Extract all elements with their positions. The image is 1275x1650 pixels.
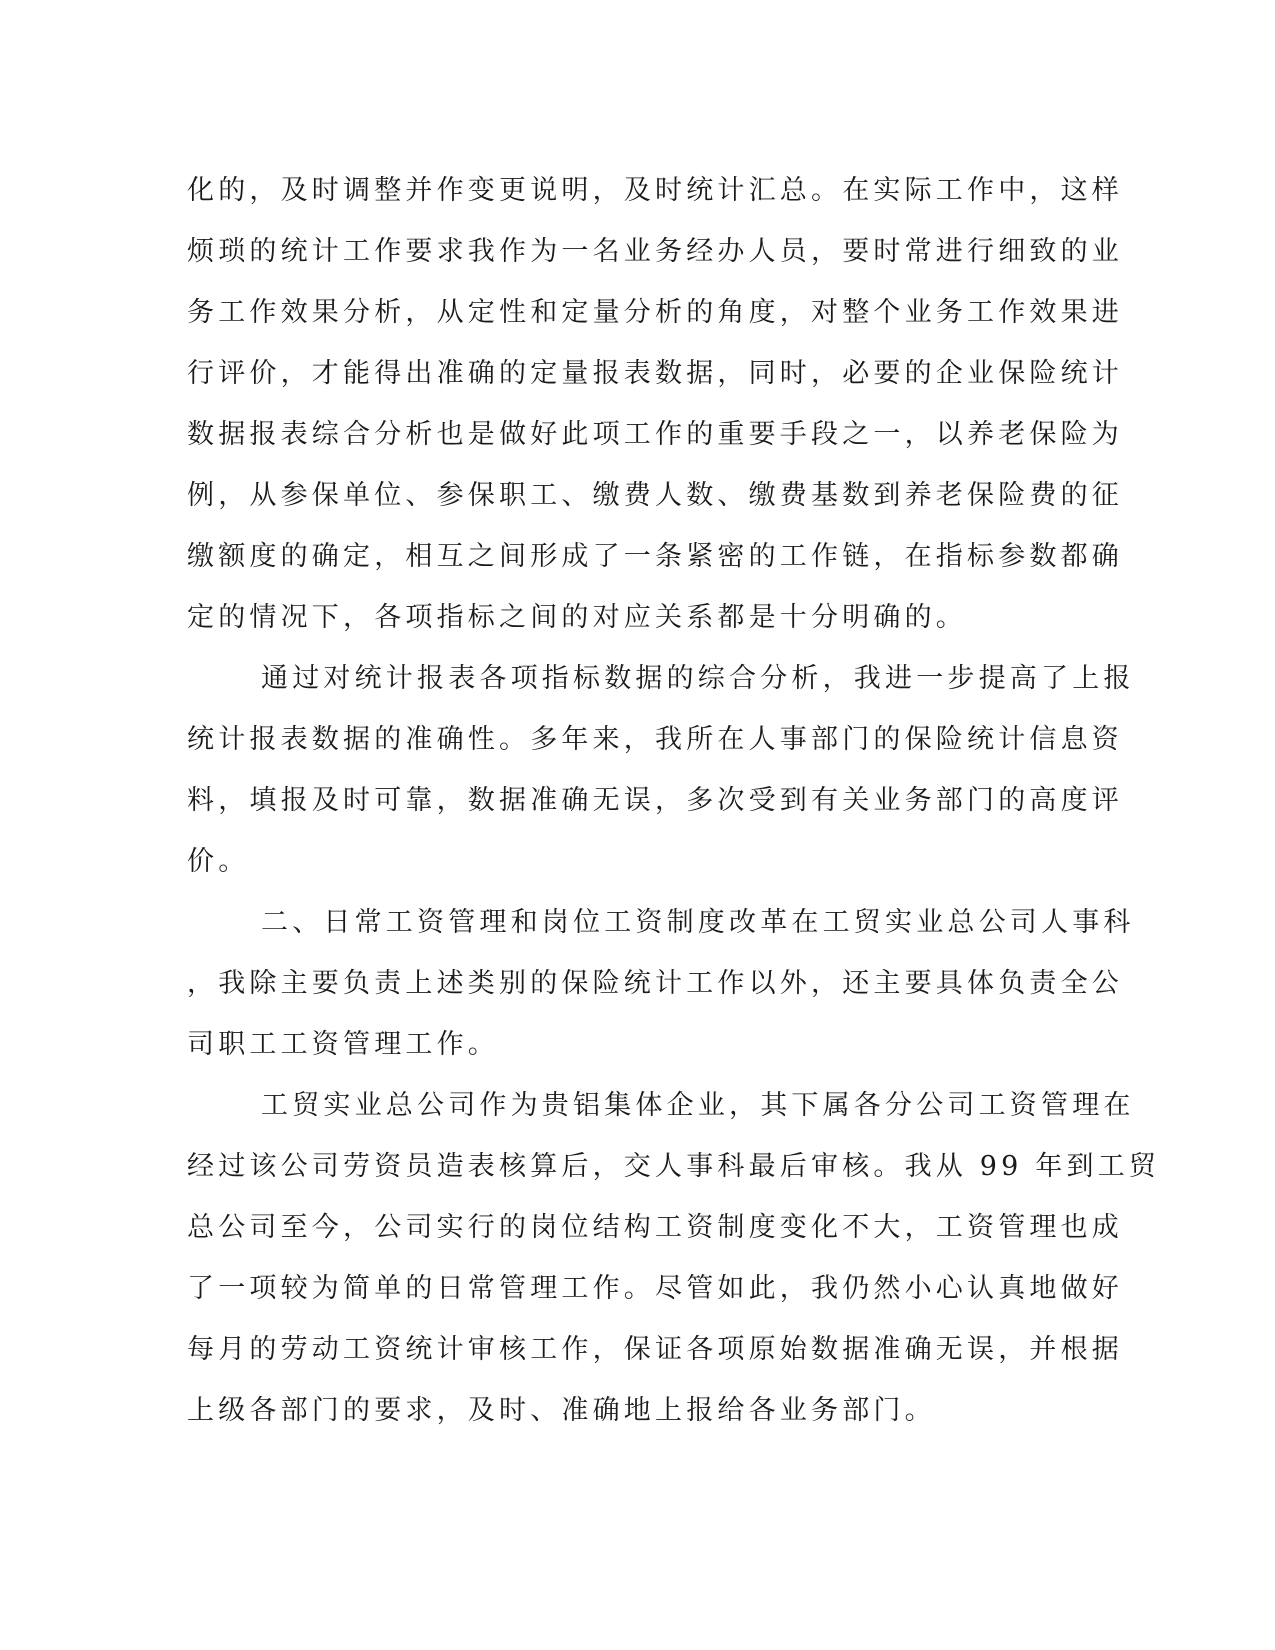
text-line: 价。	[187, 846, 250, 877]
document-body	[187, 160, 1161, 1441]
text-line: 司职工工资管理工作。	[187, 1029, 499, 1060]
text-line: 烦琐的统计工作要求我作为一名业务经办人员，要时常进行细致的业	[187, 236, 1123, 267]
paragraph-start-line: 工贸实业总公司作为贵铝集体企业，其下属各分公司工资管理在	[261, 1090, 1135, 1121]
text-line: 总公司至今，公司实行的岗位结构工资制度变化不大，工资管理也成	[187, 1212, 1123, 1243]
text-line: 务工作效果分析，从定性和定量分析的角度，对整个业务工作效果进	[187, 297, 1123, 328]
text-line: 统计报表数据的准确性。多年来，我所在人事部门的保险统计信息资	[187, 724, 1123, 755]
text-line: 行评价，才能得出准确的定量报表数据，同时，必要的企业保险统计	[187, 358, 1123, 389]
text-line: 经过该公司劳资员造表核算后，交人事科最后审核。我从 99 年到工贸	[187, 1151, 1161, 1182]
text-line: ，我除主要负责上述类别的保险统计工作以外，还主要具体负责全公	[187, 968, 1123, 999]
text-line: 料，填报及时可靠，数据准确无误，多次受到有关业务部门的高度评	[187, 785, 1123, 816]
text-line: 了一项较为简单的日常管理工作。尽管如此，我仍然小心认真地做好	[187, 1273, 1123, 1304]
text-line: 例，从参保单位、参保职工、缴费人数、缴费基数到养老保险费的征	[187, 480, 1123, 511]
section-heading-line: 二、日常工资管理和岗位工资制度改革在工贸实业总公司人事科	[261, 907, 1135, 938]
paragraph-start-line: 通过对统计报表各项指标数据的综合分析，我进一步提高了上报	[261, 663, 1135, 694]
text-line: 上级各部门的要求，及时、准确地上报给各业务部门。	[187, 1395, 936, 1426]
text-line: 化的，及时调整并作变更说明，及时统计汇总。在实际工作中，这样	[187, 175, 1123, 206]
text-line: 定的情况下，各项指标之间的对应关系都是十分明确的。	[187, 602, 967, 633]
text-line: 缴额度的确定，相互之间形成了一条紧密的工作链，在指标参数都确	[187, 541, 1123, 572]
text-line: 数据报表综合分析也是做好此项工作的重要手段之一，以养老保险为	[187, 419, 1123, 450]
text-line: 每月的劳动工资统计审核工作，保证各项原始数据准确无误，并根据	[187, 1334, 1123, 1365]
